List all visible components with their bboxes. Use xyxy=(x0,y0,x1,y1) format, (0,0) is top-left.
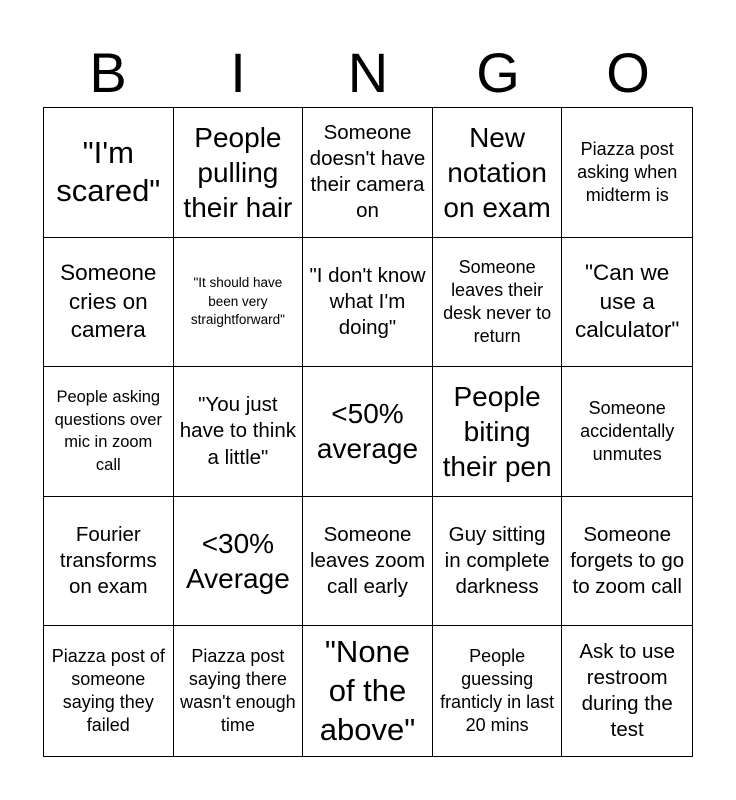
bingo-cell-r3c1[interactable] xyxy=(44,367,174,497)
bingo-cell-r4c3[interactable] xyxy=(303,497,433,627)
header-letter-b: B xyxy=(89,41,127,104)
bingo-cell-r1c1[interactable] xyxy=(44,108,174,238)
bingo-cell-r1c4[interactable] xyxy=(433,108,563,238)
cell-text: Someone cries on camera xyxy=(60,260,157,343)
cell-text: Piazza post asking when midterm is xyxy=(577,138,678,205)
bingo-cell-r2c3[interactable] xyxy=(303,238,433,368)
bingo-cell-r5c2[interactable] xyxy=(174,626,304,756)
cell-text: Someone forgets to go to zoom call xyxy=(570,523,685,599)
bingo-cell-r1c3[interactable] xyxy=(303,108,433,238)
cell-text: <50% average xyxy=(316,398,419,465)
bingo-cell-r1c2[interactable] xyxy=(174,108,304,238)
cell-text: People biting their pen xyxy=(442,380,552,482)
header-letter-i: I xyxy=(230,41,246,104)
header-letter-o: O xyxy=(606,41,650,104)
header-letter-g: G xyxy=(476,41,520,104)
bingo-cell-r2c5[interactable] xyxy=(562,238,692,368)
bingo-cell-r5c3[interactable] xyxy=(303,626,433,756)
cell-text: Piazza post of someone saying they failed xyxy=(51,646,165,736)
cell-text: <30% Average xyxy=(185,528,290,595)
cell-text: "I don't know what I'm doing" xyxy=(309,263,426,339)
cell-text: People pulling their hair xyxy=(183,121,293,223)
bingo-cell-r5c1[interactable] xyxy=(44,626,174,756)
bingo-cell-r2c1[interactable] xyxy=(44,238,174,368)
bingo-cell-r4c1[interactable] xyxy=(44,497,174,627)
cell-text: People guessing franticly in last 20 mins xyxy=(440,646,555,736)
cell-text: Ask to use restroom during the test xyxy=(579,640,676,742)
bingo-cell-r4c5[interactable] xyxy=(562,497,692,627)
cell-text: Someone leaves their desk never to return xyxy=(443,256,552,346)
cell-text: "You just have to think a little" xyxy=(179,393,297,469)
cell-text: People asking questions over mic in zoom call xyxy=(54,387,162,475)
cell-text: Someone accidentally unmutes xyxy=(580,397,675,464)
cell-text: "It should have been very straightforward" xyxy=(190,274,285,328)
cell-text: New notation on exam xyxy=(443,121,551,223)
bingo-cell-r2c4[interactable] xyxy=(433,238,563,368)
cell-text: Guy sitting in complete darkness xyxy=(444,523,550,599)
cell-text: Someone doesn't have their camera on xyxy=(309,121,426,223)
cell-text: "Can we use a calculator" xyxy=(575,260,680,343)
bingo-card xyxy=(43,107,693,757)
bingo-cell-r2c2[interactable] xyxy=(174,238,304,368)
bingo-cell-r4c4[interactable] xyxy=(433,497,563,627)
header-letter-n: N xyxy=(347,41,389,104)
cell-text: "None of the above" xyxy=(319,634,416,747)
bingo-cell-r1c5[interactable] xyxy=(562,108,692,238)
cell-text: Someone leaves zoom call early xyxy=(309,523,426,599)
cell-text: Piazza post saying there wasn't enough time xyxy=(180,646,296,736)
bingo-cell-r4c2[interactable] xyxy=(174,497,304,627)
bingo-cell-r3c5[interactable] xyxy=(562,367,692,497)
bingo-cell-r3c3[interactable] xyxy=(303,367,433,497)
bingo-cell-r5c5[interactable] xyxy=(562,626,692,756)
bingo-cell-r5c4[interactable] xyxy=(433,626,563,756)
bingo-cell-r3c4[interactable] xyxy=(433,367,563,497)
bingo-header xyxy=(43,40,693,106)
cell-text: Fourier transforms on exam xyxy=(59,523,157,599)
bingo-cell-r3c2[interactable] xyxy=(174,367,304,497)
cell-text: "I'm scared" xyxy=(56,134,161,209)
